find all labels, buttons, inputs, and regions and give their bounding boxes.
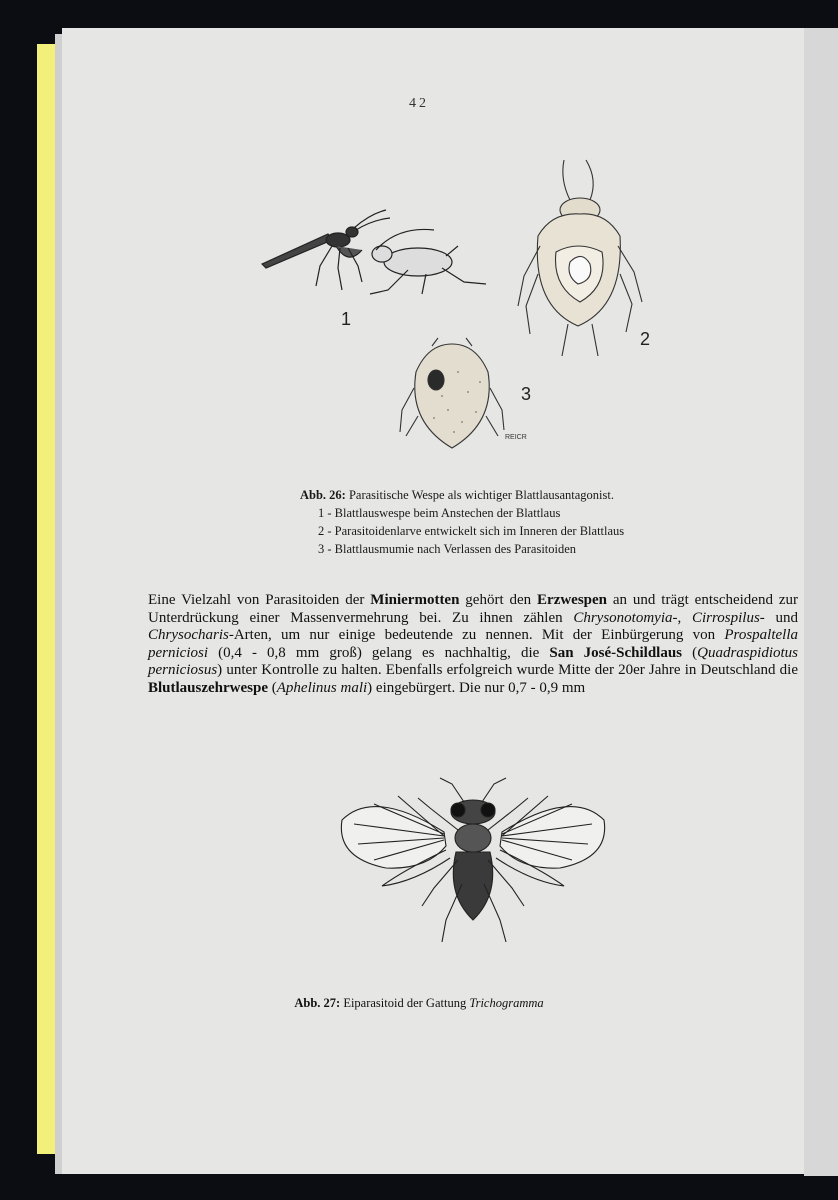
figure-27-caption-text: Eiparasitoid der Gattung [340,996,470,1010]
taxon-prospaltella: Prospaltella perniciosi [148,627,798,661]
term-miniermotten: Miniermotten [370,592,460,608]
figure-26-caption-text: Parasitische Wespe als wichtiger Blattlausantagonist. [348,488,614,502]
illustrator-signature: REICR [505,434,527,441]
figure-26-drawing-1 [258,206,494,298]
term-blutlauszehrwespe: Blutlauszehrwespe [148,679,268,696]
body-text-segment: ) unter Kontrolle zu halten. Ebenfalls erfolgreich wurde Mitte der 20er Jahre in Deutschland die [217,662,798,678]
taxon-chrysonotomyia: Chrysonotomyia- [573,609,678,626]
body-text-segment: gehört den [459,592,538,608]
taxon-cirrospilus: Cirrospilus- [692,609,765,626]
figure-26-label-3: 3 [521,384,532,404]
body-text-segment: -Arten, um nur einige bedeutende zu nennen. Mit der Einbürgerung von [228,627,725,643]
body-text-segment: an und trägt entscheidend zur Unterdrückung einer Massenvermehrung bei. Zu ihnen zählen [148,592,798,626]
body-text-segment: ( [268,679,277,696]
figure-26-caption-heading [300,486,720,504]
figure-26-caption [300,486,720,558]
figure-26-label-2: 2 [640,329,651,349]
body-text-segment: ) eingebürgert. Die nur 0,7 - 0,9 mm [367,679,586,696]
body-text-segment: Eine Vielzahl von Parasitoiden der [148,592,371,608]
figure-26-label-1: 1 [341,309,352,329]
body-text-segment: und [764,609,799,626]
figure-26-drawing-3 [398,332,508,458]
body-text-segment: ( [682,644,698,661]
figure-26-drawing-2 [512,156,652,360]
body-paragraph [148,592,798,697]
term-san-jose-schildlaus: San José-Schildlaus [549,644,683,661]
figure-27-caption [0,996,838,1011]
figure-27-caption-genus: Trichogramma [469,996,544,1010]
taxon-chrysocharis: Chrysocharis [148,627,229,643]
figure-26-caption-item-1: 1 - Blattlauswespe beim Anstechen der Blattlaus [318,506,561,520]
taxon-quadraspidiotus: Quadraspidiotus perniciosus [148,644,798,678]
body-text-segment: (0,4 - 0,8 mm groß) gelang es nachhaltig, die [208,644,550,661]
figure-26-caption-item-3: 3 - Blattlausmumie nach Verlassen des Parasitoiden [318,542,577,556]
figure-26-caption-title: Abb. 26: [300,488,346,502]
taxon-aphelinus-mali: Aphelinus mali [276,679,368,696]
body-text-segment: , [677,609,692,626]
figure-26-caption-item-2: 2 - Parasitoidenlarve entwickelt sich im Inneren der Blattlaus [318,524,625,538]
figure-27-caption-title: Abb. 27: [294,996,341,1010]
figure-27-drawing [334,774,614,954]
term-erzwespen: Erzwespen [537,592,608,608]
page-number: 42 [409,96,429,111]
